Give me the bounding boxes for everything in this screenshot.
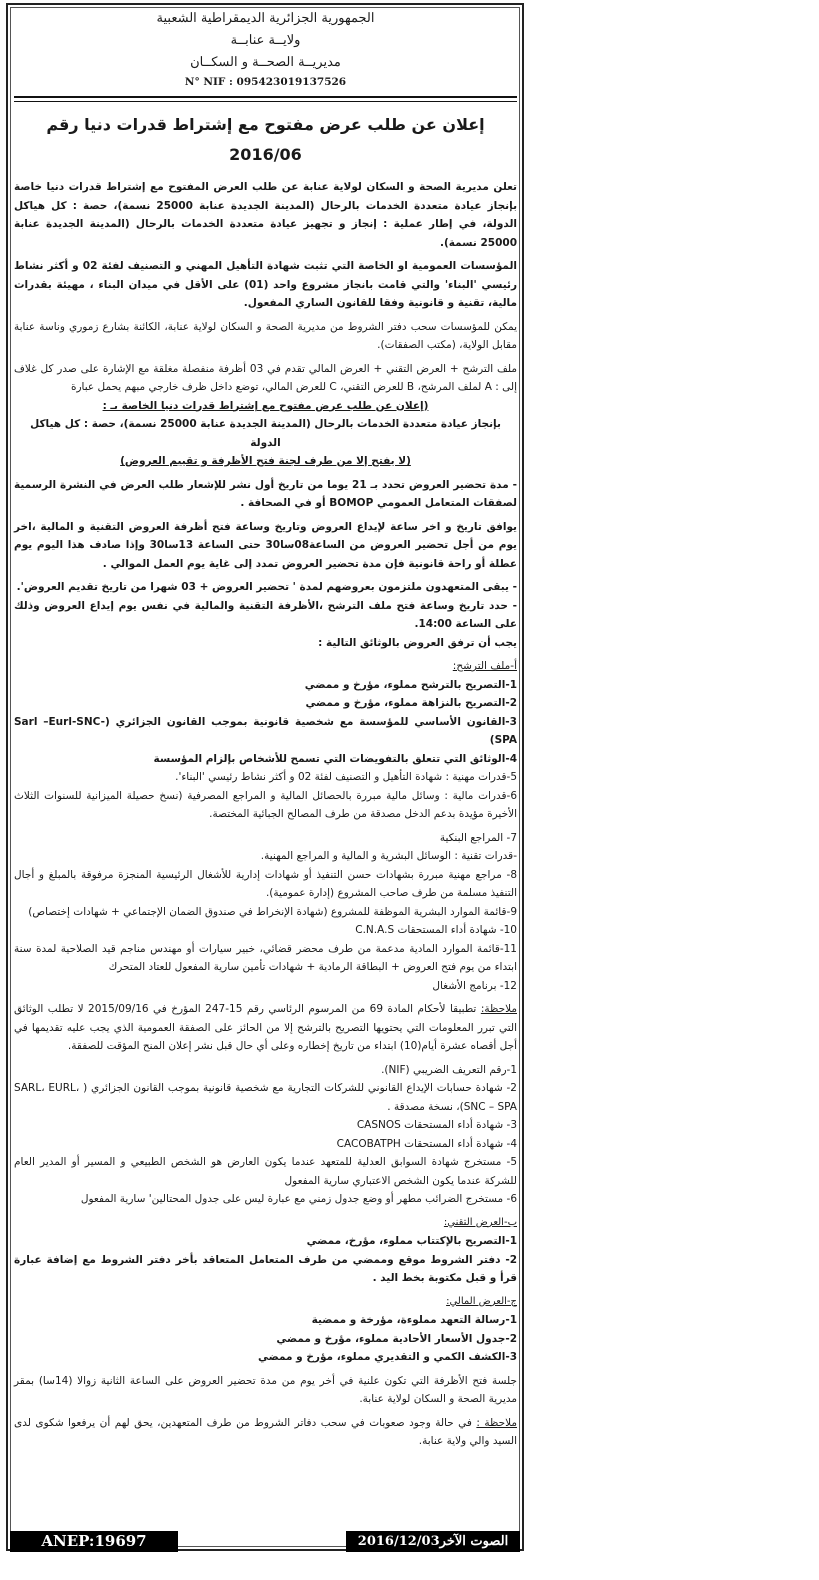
- deadline-paragraph: يوافق تاريخ و اخر ساعة لإيداع العروض وتاريخ وساعة فتح أظرفة العروض التقنية و المالية ،اخر يوم من أجل تحضير العروض من الساعة08سا30 حتى الساعة 13سا30 وإذا صادف هذا اليوم يوم عطلة أو راحة قانونية فإن مدة تحضير العروض تمدد إلى غاية يوم العمل الموالي .: [14, 520, 517, 570]
- note-1-text: تطبيقا لأحكام المادة 69 من المرسوم الرئاسي رقم 15-247 المؤرخ في 2015/09/16 لا تطلب الوثائق التي تبرر المعلومات التي يحتويها التصريح بالترشح إلا من الحائز على الصفقة العمومية الذي يجب عليه تقديمها في أجل أقصاه عشرة أيام(10) ابتداء من تاريخ إخطاره وعلى أي حال قبل نشر إعلان المنح المؤقت للصفقة.: [14, 1003, 517, 1052]
- duration-paragraph: - مدة تحضير العروض تحدد بـ 21 يوما من تاريخ أول نشر للإشعار طلب العرض في النشرة الرسمية لصفقات المتعامل العمومي BOMOP أو في الصحافة .: [14, 478, 517, 509]
- list-item: 2- شهادة حسابات الإيداع القانوني للشركات التجارية مع شخصية قانونية بموجب القانون الجزائري ( SARL، EURL، SNC – SPA)، نسخة مصدقة .: [14, 1082, 517, 1113]
- validity-paragraph: - يبقى المتعهدون ملتزمون بعروضهم لمدة ' تحضير العروض + 03 شهرا من تاريخ تقديم العروض'.: [16, 581, 517, 593]
- eligibility-paragraph: المؤسسات العمومية او الخاصة التي تثبت شهادة التأهيل المهني و التصنيف لفئة 02 و أكثر نشاط رئيسي 'البناء' والتي قامت بانجاز مشروع واحد (01) على الأقل في ميدان البناء ، مهيئة بقدرات مالية، تقنية و قانونية وفقا للقانون الساري المفعول.: [14, 260, 518, 309]
- list-item: 11-قائمة الموارد المادية مدعمة من طرف محضر قضائي، خبير سيارات أو مهندس مناجم قيد الصلاحية لمدة سنة ابتداء من يوم فتح العروض + البطاقة الرمادية + شهادات تأمين سارية المفعول للعتاد المتحرك: [14, 942, 517, 973]
- tax-id: N° NIF : 095423019137526: [184, 76, 347, 88]
- list-item: 6-قدرات مالية : وسائل مالية مبررة بالحصائل المالية و المراجع المصرفية (نسخ حصيلة الميزانية للسنوات الثلاث الأخيرة مؤيدة بدعم الدخل مصدقة من طرف المصالح الجبائية المختصة.: [14, 789, 517, 820]
- list-item: 10- شهادة أداء المستحقات C.N.A.S: [355, 924, 517, 936]
- envelope-label-line-2: بإنجاز عيادة متعددة الخدمات بالرحال (المدينة الجديدة عنابة 25000 نسمة)، حصة : كل هياكل الدولة: [30, 418, 501, 449]
- list-item: 3-الكشف الكمي و التقديري مملوء، مؤرخ و ممضي: [258, 1351, 517, 1363]
- note-2-label: ملاحظة :: [476, 1416, 517, 1429]
- republic-name: الجمهورية الجزائرية الديمقراطية الشعبية: [156, 11, 375, 26]
- letterhead: [14, 8, 517, 90]
- list-item: 2- دفتر الشروط موقع وممضي من طرف المتعامل المتعاقد بأخر دفتر الشروط مع إضافة عبارة قرأ و قبل مكتوبة بخط اليد .: [14, 1253, 517, 1284]
- list-item: 1-رسالة التعهد مملوءة، مؤرخة و ممضية: [311, 1314, 517, 1326]
- list-item: 7- المراجع البنكية: [439, 831, 517, 844]
- session-paragraph: جلسة فتح الأظرفة التي تكون علنية في أخر يوم من مدة تحضير العروض على الساعة الثانية زوالا (14سا) بمقر مديرية الصحة و السكان لولاية عنابة.: [14, 1374, 517, 1405]
- list-item: 3- شهادة أداء المستحقات CASNOS: [356, 1119, 517, 1131]
- list-item: 1-رقم التعريف الضريبي (NIF).: [381, 1063, 517, 1076]
- list-item: 2-جدول الأسعار الأحادية مملوء، مؤرخ و ممضي: [276, 1332, 517, 1345]
- list-item: 3-القانون الأساسي للمؤسسة مع شخصية قانونية بموجب القانون الجزائري (Sarl –Eurl-SNC-SPA): [14, 715, 517, 746]
- anep-reference: ANEP:19697: [10, 1531, 178, 1552]
- note-2-text: في حالة وجود صعوبات في سحب دفاتر الشروط من طرف المتعهدين، يحق لهم أن يرفعوا شكوى لدى السيد والي ولاية عنابة.: [14, 1416, 517, 1447]
- note-2: [14, 1414, 517, 1451]
- wilaya-name: ولايــة عنابــة: [230, 33, 301, 48]
- list-item: 6- مستخرج الضرائب مطهر أو وضع جدول زمني مع عبارة ليس على جدول المحتالين' سارية المفعول: [80, 1193, 517, 1205]
- note-1: [14, 1000, 517, 1056]
- opening-paragraph: - حدد تاريخ وساعة فتح ملف الترشح ،الأظرفة التقنية والمالية في نفس يوم إيداع العروض وذلك على الساعة 14:00.: [14, 599, 517, 630]
- list-item: -قدرات تقنية : الوسائل البشرية و المالية و المراجع المهنية.: [260, 850, 517, 862]
- tender-announcement: [14, 8, 517, 1451]
- envelope-label-line-1: (إعلان عن طلب عرض مفتوح مع إشتراط قدرات دنيا الخاصة بـ :: [102, 399, 429, 412]
- list-item: 5-قدرات مهنية : شهادة التأهيل و التصنيف لفئة 02 و أكثر نشاط رئيسي 'البناء'.: [175, 771, 517, 783]
- list-item: 9-قائمة الموارد البشرية الموظفة للمشروع (شهادة الإنخراط في صندوق الضمان الإجتماعي + شهادات إختصاص): [28, 905, 517, 918]
- header-divider: [14, 96, 517, 102]
- announcement-title: إعلان عن طلب عرض مفتوح مع إشتراط قدرات دنيا رقم 2016/06: [46, 115, 485, 164]
- withdraw-paragraph: يمكن للمؤسسات سحب دفتر الشروط من مديرية الصحة و السكان لولاية عنابة، الكائنة بشارع زموري وناسة عنابة مقابل الولاية، (مكتب الصفقات).: [14, 320, 517, 351]
- directorate-name: مديريــة الصحــة و السكــان: [190, 55, 341, 70]
- section-c-heading: ج-العرض المالي:: [446, 1295, 517, 1307]
- envelope-label-line-3: (لا يفتح إلا من طرف لجنة فتح الأظرفة و تقييم العروض): [120, 455, 411, 467]
- list-item: 1-التصريح بالإكتتاب مملوء، مؤرخ، ممضي: [306, 1235, 517, 1247]
- section-b-heading: ب-العرض التقني:: [443, 1216, 517, 1228]
- list-item: 4- شهادة أداء المستحقات CACOBATPH: [336, 1137, 517, 1150]
- intro-paragraph: تعلن مديرية الصحة و السكان لولاية عنابة عن طلب العرض المفتوح مع إشتراط قدرات دنيا خاصة بإنجاز عيادة متعددة الخدمات بالرحال (المدينة الجديدة عنابة 25000 نسمة)، حصة : كل هياكل الدولة، في إطار عملية : إنجاز و تجهيز عيادة متعددة الخدمات بالرحال (المدينة الجديدة عنابة 25000 نسمة).: [14, 181, 518, 249]
- note-1-label: ملاحظة:: [480, 1003, 517, 1015]
- list-item: 12- برنامج الأشغال: [432, 979, 517, 992]
- section-a-heading: أ-ملف الترشح:: [452, 660, 517, 672]
- list-item: 4-الوثائق التي تتعلق بالتفويضات التي تسمح للأشخاص بإلزام المؤسسة: [153, 752, 517, 765]
- list-item: 8- مراجع مهنية مبررة بشهادات حسن التنفيذ أو شهادات إدارية للأشغال الرئيسية المنجزة مرفوقة بالمبلغ و أجال التنفيذ مسلمة من طرف صاحب المشروع (إدارة عمومية).: [14, 868, 517, 899]
- attach-paragraph: يجب أن ترفق العروض بالوثائق التالية :: [318, 636, 517, 649]
- list-item: 2-التصريح بالنزاهة مملوء، مؤرخ و ممضي: [305, 697, 517, 709]
- envelopes-paragraph: ملف الترشح + العرض التقني + العرض المالي تقدم في 03 أظرفة منفصلة مغلقة مع الإشارة على صدر كل غلاف إلى : A لملف المرشح، B للعرض التقني، C للعرض المالي، توضع داخل ظرف خارجي مبهم يحمل عبارة: [14, 362, 517, 393]
- newspaper-date: الصوت الآخر2016/12/03: [346, 1531, 520, 1552]
- list-item: 5- مستخرج شهادة السوابق العدلية للمتعهد عندما يكون العارض هو الشخص الطبيعي و المسير أو المدير العام للشركة عندما يكون الشخص الاعتباري سارية المفعول: [14, 1156, 517, 1187]
- list-item: 1-التصريح بالترشح مملوء، مؤرخ و ممضي: [304, 678, 517, 691]
